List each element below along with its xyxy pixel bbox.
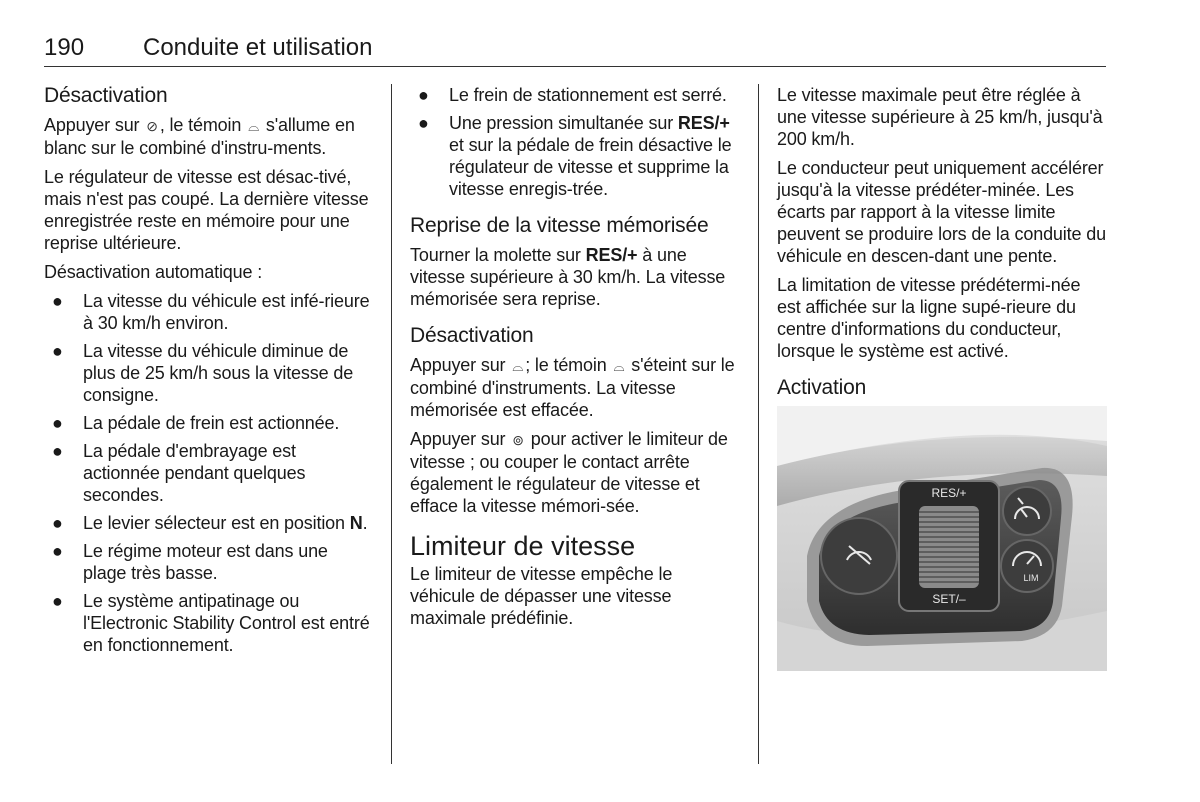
heading-activation: Activation: [777, 376, 867, 399]
paragraph: Appuyer sur ⊚ pour activer le limiteur de vitesse ; ou couper le contact arrête également le régulateur de vitesse et efface la vitesse mémori-sée.: [410, 429, 728, 516]
paragraph: Appuyer sur ⊘ , le témoin ⌓ s'allume en blanc sur le combiné d'instru-ments.: [44, 115, 355, 158]
list-item: ● Le levier sélecteur est en position N.: [52, 513, 368, 533]
cruise-indicator-icon: ⌓: [512, 358, 524, 374]
cruise-indicator-icon: ⌓: [248, 118, 260, 134]
lim-label: LIM: [1023, 573, 1039, 583]
list-item: ● Le frein de stationnement est serré.: [418, 85, 727, 105]
heading-desactivation: Désactivation: [44, 84, 168, 107]
list-item: ● Le système antipatinage ou l'Electronic Stability Control est entré en fonctionnement.: [52, 591, 370, 655]
cruise-off-icon: ⊘: [146, 118, 158, 134]
cancel-button: [821, 518, 897, 594]
list-item: ● La vitesse du véhicule diminue de plus de 25 km/h sous la vitesse de consigne.: [52, 341, 354, 405]
paragraph: Tourner la molette sur RES/+ à une vitesse supérieure à 30 km/h. La vitesse mémorisée sera reprise.: [410, 245, 726, 309]
column-divider: [758, 84, 759, 764]
bullet-icon: ●: [52, 541, 63, 561]
bullet-icon: ●: [52, 513, 63, 533]
list-item: ● Une pression simultanée sur RES/+ et sur la pédale de frein désactive le régulateur de vitesse et supprime la vitesse enregis-trée.: [418, 113, 732, 199]
paragraph: Appuyer sur ⌓ ; le témoin ⌓ s'éteint sur le combiné d'instruments. La vitesse mémorisée est effacée.: [410, 355, 735, 420]
bullet-icon: ●: [52, 291, 63, 311]
list-item: ● La pédale d'embrayage est actionnée pendant quelques secondes.: [52, 441, 306, 505]
bullet-icon: ●: [52, 591, 63, 611]
steering-wheel-controls-photo: [777, 406, 1107, 671]
cruise-indicator-icon: ⌓: [613, 358, 625, 374]
bullet-list: [44, 290, 374, 656]
thumbwheel-roller: [919, 506, 979, 588]
list-item: ● Le régime moteur est dans une plage très basse.: [52, 541, 328, 583]
column-divider: [391, 84, 392, 764]
bullet-icon: ●: [52, 441, 63, 461]
limiter-icon: ⊚: [512, 432, 524, 448]
bullet-icon: ●: [418, 113, 429, 133]
heading-desactivation: Désactivation: [410, 324, 534, 347]
bullet-icon: ●: [52, 341, 63, 361]
chapter-title: Conduite et utilisation: [143, 34, 373, 61]
column-1: [44, 84, 374, 662]
limiter-button: [1001, 540, 1053, 592]
set-label: SET/–: [932, 592, 966, 606]
bullet-icon: ●: [52, 413, 63, 433]
page-header: [44, 34, 1106, 67]
paragraph: Le limiteur de vitesse empêche le véhicule de dépasser une vitesse maximale prédéfinie.: [410, 564, 673, 628]
paragraph: Le conducteur peut uniquement accélérer jusqu'à la vitesse prédéter-minée. Les écarts par rapport à la vitesse limite peuvent se produire lors de la conduite du véhicule en descen-dant une pente.: [777, 158, 1106, 266]
paragraph: Désactivation automatique :: [44, 262, 263, 282]
column-3: [777, 84, 1107, 671]
column-2: [410, 84, 740, 636]
cruise-on-button: [1003, 487, 1051, 535]
paragraph: Le vitesse maximale peut être réglée à une vitesse supérieure à 25 km/h, jusqu'à 200 km/h.: [777, 85, 1103, 149]
paragraph: Le régulateur de vitesse est désac-tivé, mais n'est pas coupé. La dernière vitesse enregistrée reste en mémoire pour une reprise ultérieure.: [44, 167, 369, 253]
page-number: 190: [44, 34, 85, 61]
res-label: RES/+: [931, 486, 967, 500]
heading-limiteur: Limiteur de vitesse: [410, 531, 636, 561]
bullet-icon: ●: [418, 85, 429, 105]
paragraph: La limitation de vitesse prédétermi-née est affichée sur la ligne supé-rieure du centre d'informations du conducteur, lorsque le système est activé.: [777, 275, 1081, 361]
heading-reprise: Reprise de la vitesse mémorisée: [410, 214, 709, 237]
list-item: ● La pédale de frein est actionnée.: [52, 413, 340, 433]
bullet-list: [410, 84, 740, 200]
list-item: ● La vitesse du véhicule est infé-rieure à 30 km/h environ.: [52, 291, 370, 333]
